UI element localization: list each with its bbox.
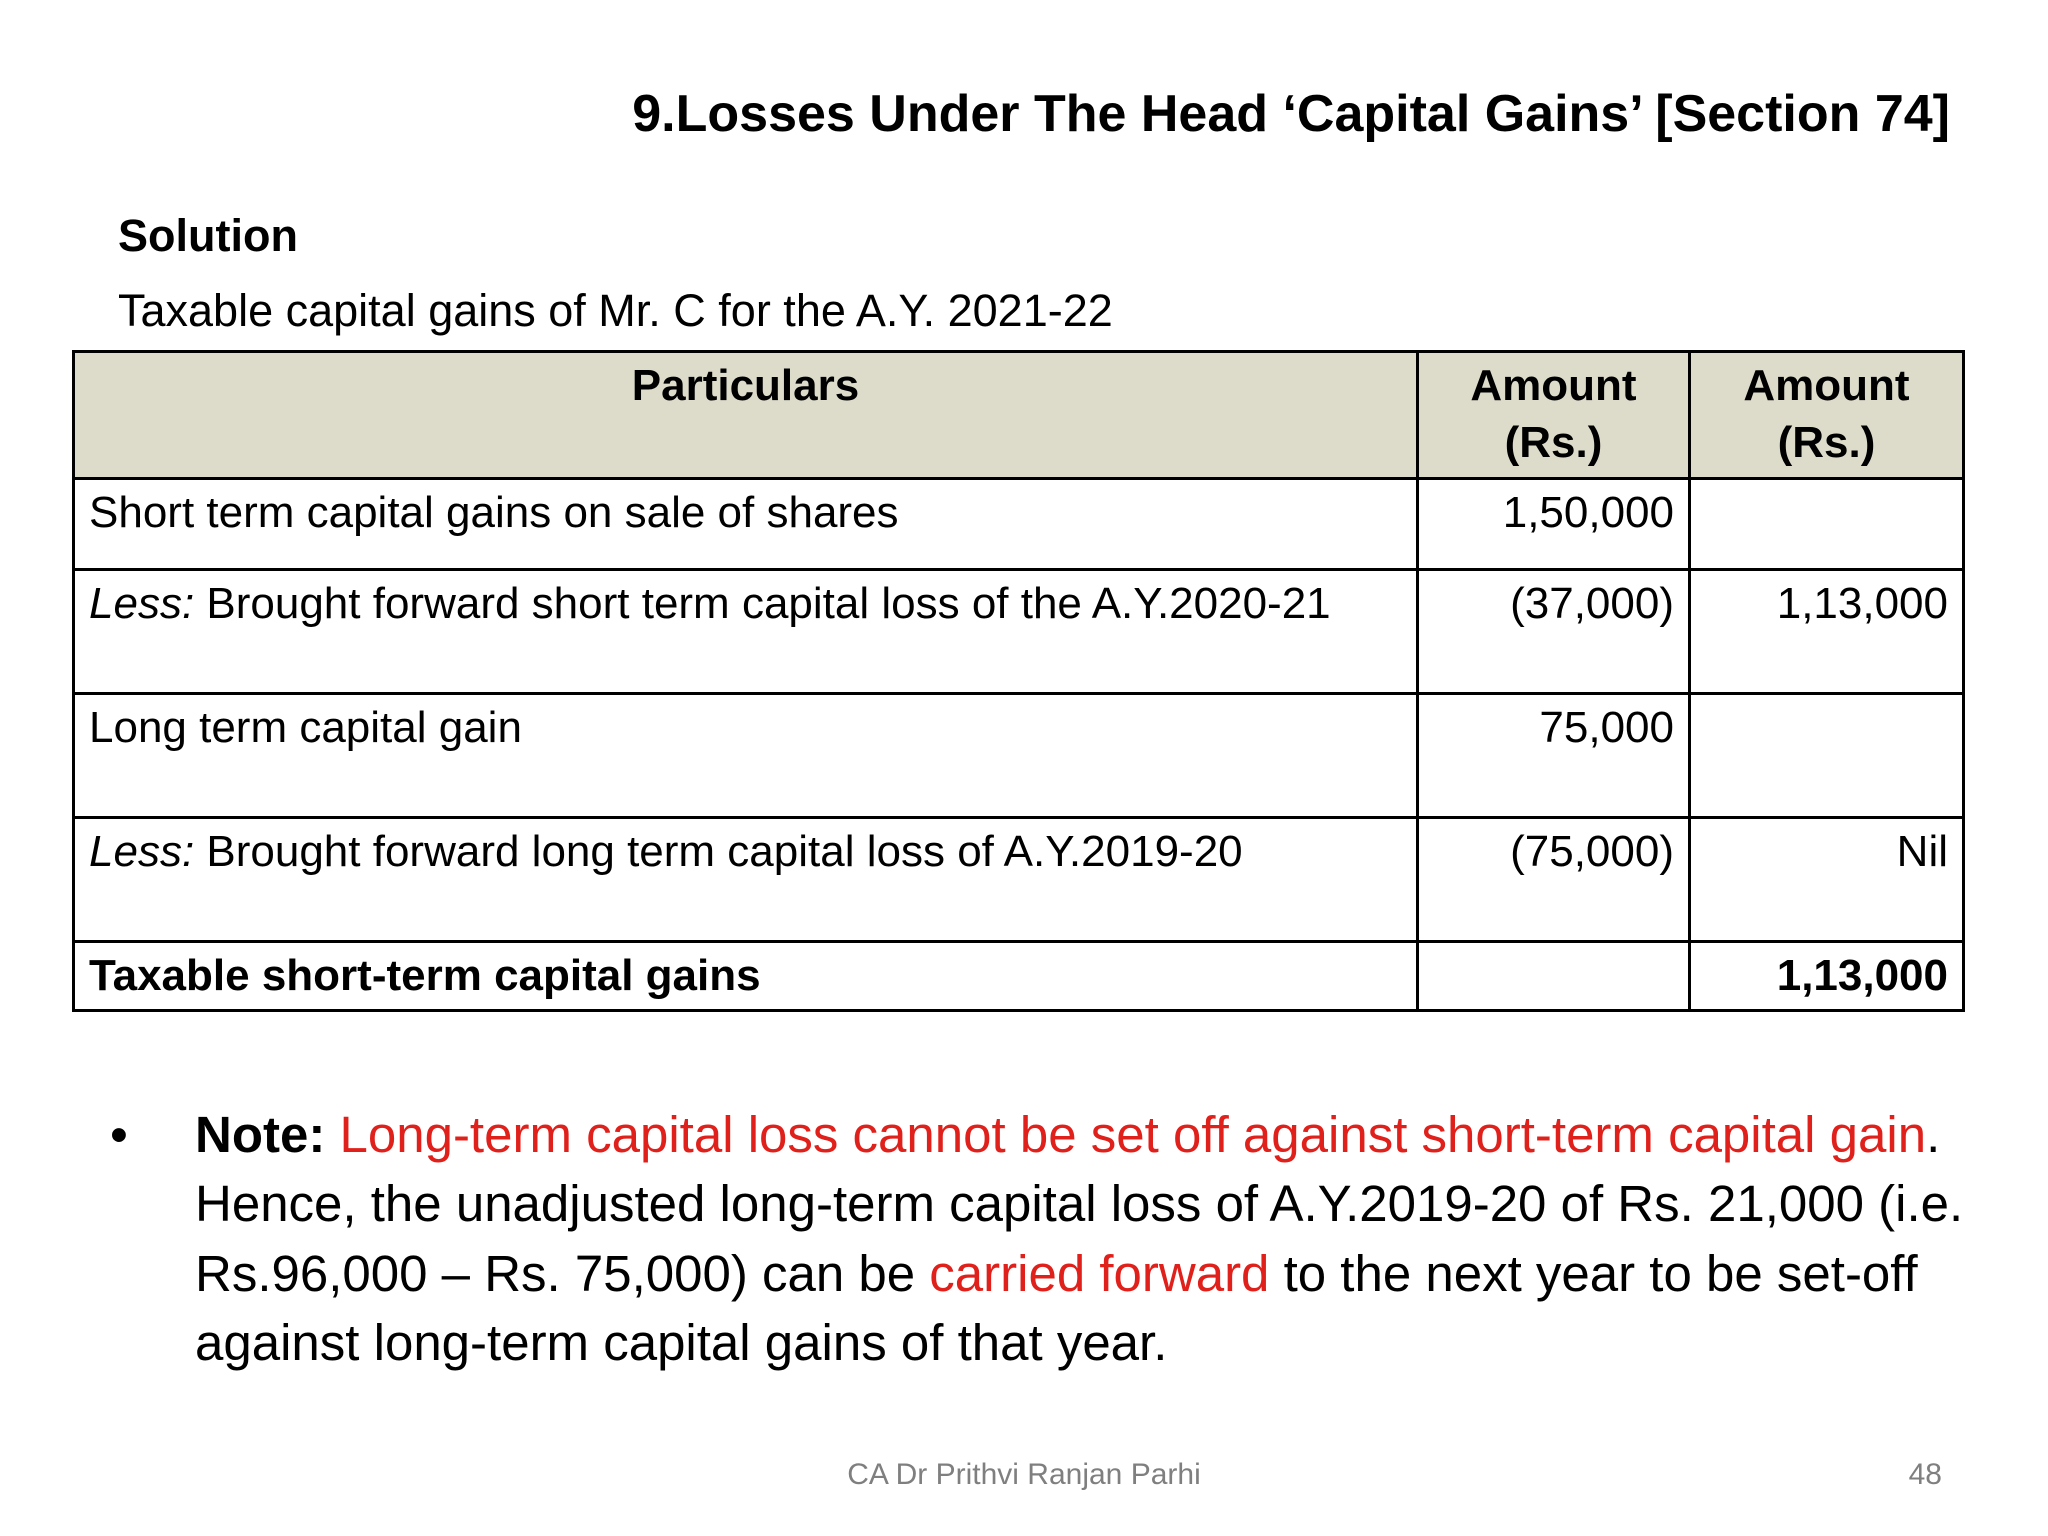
header-amount-1-line1: Amount — [1470, 361, 1637, 410]
row-particulars — [74, 479, 1418, 570]
row-text: Short term capital gains on sale of shares — [89, 488, 899, 538]
note-text — [195, 1100, 2010, 1377]
note-body-2: to the next year to be set-off against long-term capital gains of that year. — [195, 1244, 1918, 1372]
total-amount-2: 1,13,000 — [1690, 942, 1964, 1010]
row-text: Brought forward long term capital loss of A.Y.2019-20 — [194, 827, 1243, 877]
note-label: Note: — [195, 1106, 326, 1163]
solution-heading: Solution — [118, 210, 298, 261]
total-label: Taxable short-term capital gains — [74, 942, 1418, 1010]
table-row — [74, 818, 1964, 942]
row-prefix-less: Less: — [89, 827, 195, 877]
row-particulars — [74, 818, 1418, 942]
table-row — [74, 570, 1964, 694]
header-amount-2-line1: Amount — [1743, 361, 1910, 410]
row-amount-2 — [1690, 694, 1964, 818]
header-amount-1-line2: (Rs.) — [1504, 418, 1603, 468]
row-amount-1: (37,000) — [1418, 570, 1690, 694]
header-amount-1 — [1418, 352, 1690, 479]
row-text: Brought forward short term capital loss of the A.Y.2020-21 — [194, 579, 1331, 629]
row-particulars — [74, 570, 1418, 694]
table-total-row — [74, 942, 1964, 1010]
header-amount-2 — [1690, 352, 1964, 479]
footer-page-number: 48 — [1908, 1458, 1942, 1491]
header-particulars-label: Particulars — [631, 361, 860, 410]
footer-author: CA Dr Prithvi Ranjan Parhi — [847, 1458, 1201, 1491]
table-header-row — [74, 352, 1964, 479]
row-amount-2: Nil — [1690, 818, 1964, 942]
note-highlight-1: Long-term capital loss cannot be set off against short-term capital gain — [325, 1106, 1927, 1163]
table-row — [74, 479, 1964, 570]
row-text: Long term capital gain — [89, 703, 522, 753]
bullet-icon: • — [110, 1106, 128, 1163]
note-block — [110, 1100, 2010, 1377]
note-body-1: . Hence, the unadjusted long-term capital loss of A.Y.2019-20 of Rs. 21,000 (i.e. Rs.96,000 – Rs. 75,000) can be — [195, 1106, 1964, 1302]
row-particulars — [74, 694, 1418, 818]
table-caption: Taxable capital gains of Mr. C for the A.Y. 2021-22 — [118, 285, 1113, 336]
row-amount-1: 75,000 — [1418, 694, 1690, 818]
total-amount-1 — [1418, 942, 1690, 1010]
row-amount-2 — [1690, 479, 1964, 570]
row-amount-1: (75,000) — [1418, 818, 1690, 942]
capital-gains-table — [72, 350, 1965, 1012]
row-prefix-less: Less: — [89, 579, 195, 629]
header-particulars — [74, 352, 1418, 479]
slide-title: 9.Losses Under The Head ‘Capital Gains’ [Section 74] — [632, 85, 1950, 143]
table-row — [74, 694, 1964, 818]
header-amount-2-line2: (Rs.) — [1777, 418, 1876, 468]
row-amount-1: 1,50,000 — [1418, 479, 1690, 570]
row-amount-2: 1,13,000 — [1690, 570, 1964, 694]
note-highlight-2: carried forward — [929, 1244, 1270, 1302]
